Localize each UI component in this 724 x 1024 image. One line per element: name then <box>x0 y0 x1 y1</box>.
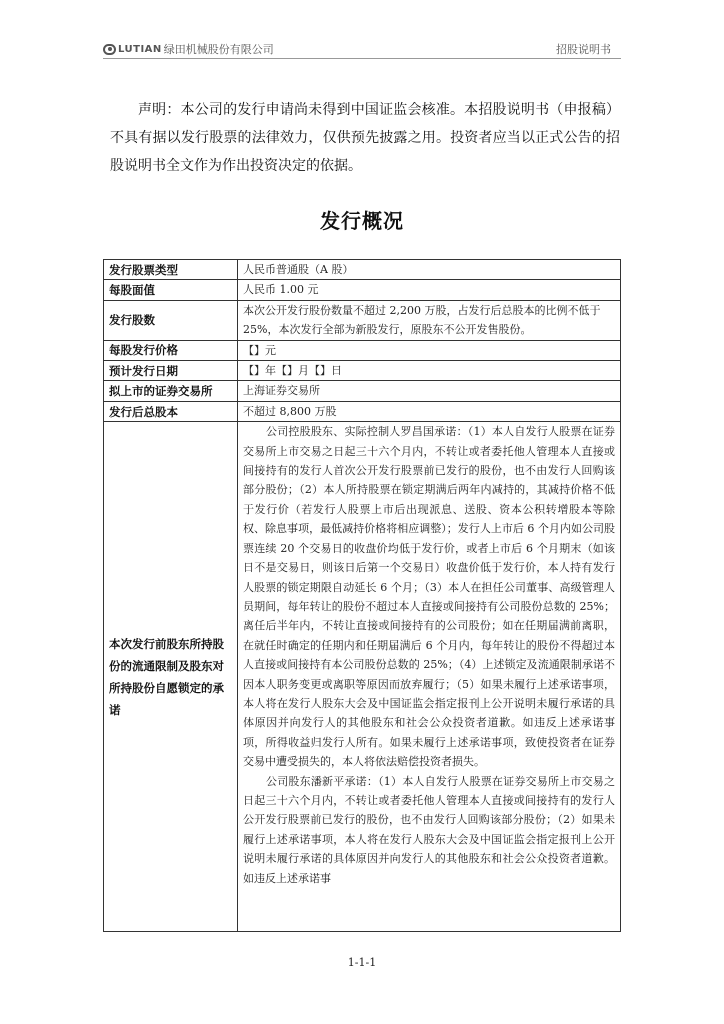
row-label: 发行后总股本 <box>104 401 238 421</box>
lockup-clip <box>243 422 615 931</box>
lockup-label: 本次发行前股东所持股份的流通限制及股东对所持股份自愿锁定的承诺 <box>104 422 238 932</box>
page-header <box>103 38 621 59</box>
lockup-paragraph: 公司控股股东、实际控制人罗昌国承诺：（1）本人自发行人股票在证券交易所上市交易之日起三十六个月内，不转让或者委托他人管理本人直接或间接持有的发行人首次公开发行股票前已发行的股份，也不由发行人回购该部分股份；（2）本人所持股票在锁定期满后两年内减持的，其减持价格不低于发行价（若发行人股票上市后出现派息、送股、资本公积转增股本等除权、除息事项，最低减持价格将相应调整）；发行人上市后 6 个月内如公司股票连续 20 个交易日的收盘价均低于发行价，或者上市后 6 个月期末（如该日不是交易日，则该日后第一个交易日）收盘价低于发行价，本人持有发行人股票的锁定期限自动延长 6 个月；（3）本人在担任公司董事、高级管理人员期间，每年转让的股份不超过本人直接或间接持有公司股份总数的 25%；离任后半年内，不转让直接或间接持有的公司股份；如在任期届满前离职，在就任时确定的任期内和任期届满后 6 个月内，每年转让的股份不得超过本人直接或间接持有本公司股份总数的 25%；（4）上述锁定及流通限制承诺不因本人职务变更或离职等原因而放弃履行；（5）如果未履行上述承诺事项，本人将在发行人股东大会及中国证监会指定报刊上公开说明未履行承诺的具体原因并向发行人的其他股东和社会公众投资者道歉。如违反上述承诺事项，所得收益归发行人所有。如果未履行上述承诺事项，致使投资者在证券交易中遭受损失的，本人将依法赔偿投资者损失。 <box>243 425 615 769</box>
table-row <box>104 381 621 401</box>
company-name: 绿田机械股份有限公司 <box>163 43 274 56</box>
lockup-value <box>238 422 621 932</box>
row-label: 预计发行日期 <box>104 361 238 381</box>
row-label: 每股面值 <box>104 280 238 300</box>
table-row <box>104 340 621 360</box>
row-value: 本次公开发行股份数量不超过 2,200 万股，占发行后总股本的比例不低于 25%，本次发行全部为新股发行，原股东不公开发售股份。 <box>238 300 621 340</box>
table-row <box>104 280 621 300</box>
page-title: 发行概况 <box>320 209 404 233</box>
table-row <box>104 361 621 381</box>
row-value: 【】年【】月【】日 <box>238 361 621 381</box>
company-logo <box>103 41 274 57</box>
document-type: 招股说明书 <box>556 43 611 56</box>
row-value: 人民币 1.00 元 <box>238 280 621 300</box>
row-value: 【】元 <box>238 340 621 360</box>
row-label: 发行股数 <box>104 300 238 340</box>
table-row-lockup <box>104 422 621 932</box>
row-value: 人民币普通股（A 股） <box>238 260 621 280</box>
offering-overview-table <box>103 259 621 932</box>
logo-icon <box>103 44 116 55</box>
row-label: 拟上市的证券交易所 <box>104 381 238 401</box>
table-row <box>104 260 621 280</box>
row-label: 发行股票类型 <box>104 260 238 280</box>
table-row <box>104 401 621 421</box>
row-value: 上海证券交易所 <box>238 381 621 401</box>
row-value: 不超过 8,800 万股 <box>238 401 621 421</box>
row-label: 每股发行价格 <box>104 340 238 360</box>
table-row <box>104 300 621 340</box>
page-number: 1-1-1 <box>347 956 377 969</box>
lockup-paragraph: 公司股东潘新平承诺：（1）本人自发行人股票在证券交易所上市交易之日起三十六个月内，不转让或者委托他人管理本人直接或间接持有的发行人公开发行股票前已发行的股份，也不由发行人回购该部分股份；（2）如果未履行上述承诺事项，本人将在发行人股东大会及中国证监会指定报刊上公开说明未履行承诺的具体原因并向发行人的其他股东和社会公众投资者道歉。如违反上述承诺事 <box>243 774 615 885</box>
declaration-text: 声明：本公司的发行申请尚未得到中国证监会核准。本招股说明书（申报稿）不具有据以发行股票的法律效力，仅供预先披露之用。投资者应当以正式公告的招股说明书全文作为作出投资决定的依据。 <box>110 102 620 174</box>
logo-text: LUTIAN <box>118 43 162 55</box>
